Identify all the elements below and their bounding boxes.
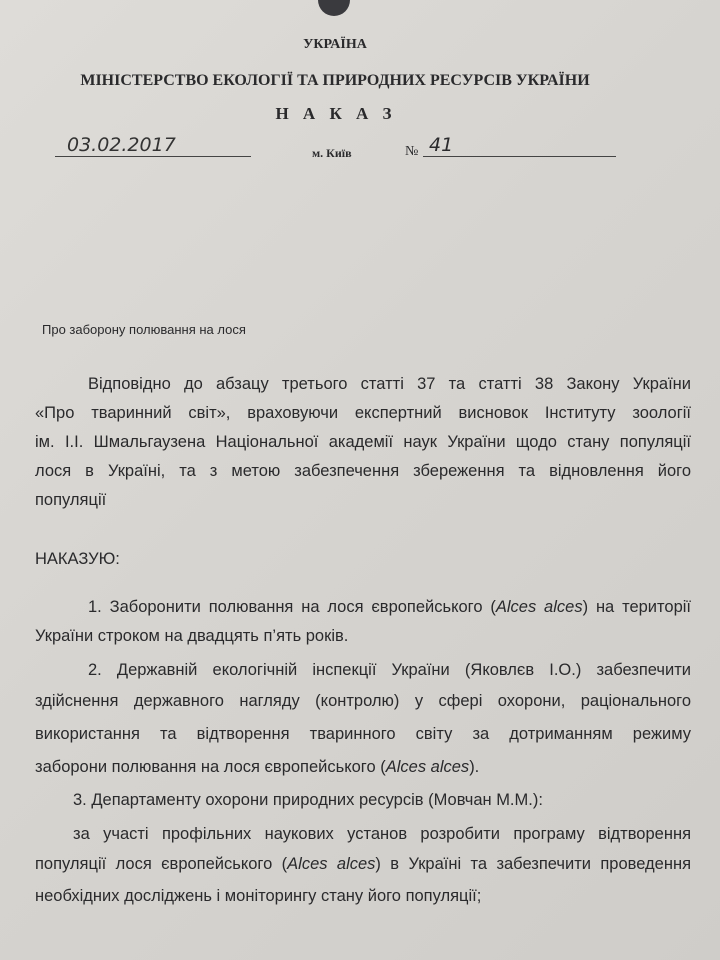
text: ). [469, 758, 480, 776]
latin-name: Alces alces [385, 758, 470, 776]
item-1-line [88, 598, 691, 617]
preamble-line: популяції [35, 491, 107, 509]
document-type: Н А К А З [275, 104, 397, 123]
item-3-line: 3. Департаменту охорони природних ресурсів (Мовчан М.М.): [73, 791, 543, 809]
text: ) в Україні та забезпечити проведення [375, 855, 692, 873]
item-3-line: за участі профільних наукових установ розробити програму відтворення [73, 825, 691, 843]
latin-name: Alces alces [287, 855, 376, 873]
item-2-line [35, 758, 691, 777]
text: популяції лося європейського ( [35, 855, 288, 873]
preamble-line: ім. І.І. Шмальгаузена Національної академії наук України щодо стану популяції [35, 433, 691, 451]
number-label: № [405, 144, 419, 159]
order-number: 41 [423, 134, 616, 157]
latin-name: Alces alces [495, 598, 583, 616]
preamble-line: лося в Україні, та з метою забезпечення збереження та відновлення його [35, 462, 691, 480]
item-2-line: здійснення державного нагляду (контролю) у сфері охорони, раціонального [35, 692, 691, 710]
preamble-line: Відповідно до абзацу третього статті 37 та статті 38 Закону України [88, 375, 691, 393]
country-heading: УКРАЇНА [303, 37, 367, 52]
text: ) на території [582, 598, 692, 616]
order-date: 03.02.2017 [55, 134, 251, 157]
item-1-line: України строком на двадцять п’ять років. [35, 627, 349, 645]
order-subject: Про заборону полювання на лося [42, 322, 246, 337]
preamble-line: «Про тваринний світ», враховуючи експертний висновок Інституту зоології [35, 404, 691, 422]
city: м. Київ [312, 146, 352, 160]
text: заборони полювання на лося європейського ( [35, 758, 386, 776]
item-2-line: 2. Державній екологічній інспекції України (Яковлєв І.О.) забезпечити [88, 661, 691, 679]
item-2-line: використання та відтворення тваринного світу за дотриманням режиму [35, 725, 691, 743]
order-word: НАКАЗУЮ: [35, 550, 120, 568]
ministry-heading: МІНІСТЕРСТВО ЕКОЛОГІЇ ТА ПРИРОДНИХ РЕСУРСІВ УКРАЇНИ [80, 72, 590, 89]
text: 1. Заборонити полювання на лося європейського ( [88, 598, 496, 616]
item-3-line: необхідних досліджень і моніторингу стану його популяції; [35, 887, 482, 905]
coat-of-arms-emblem [318, 0, 350, 16]
item-3-line [35, 855, 691, 874]
